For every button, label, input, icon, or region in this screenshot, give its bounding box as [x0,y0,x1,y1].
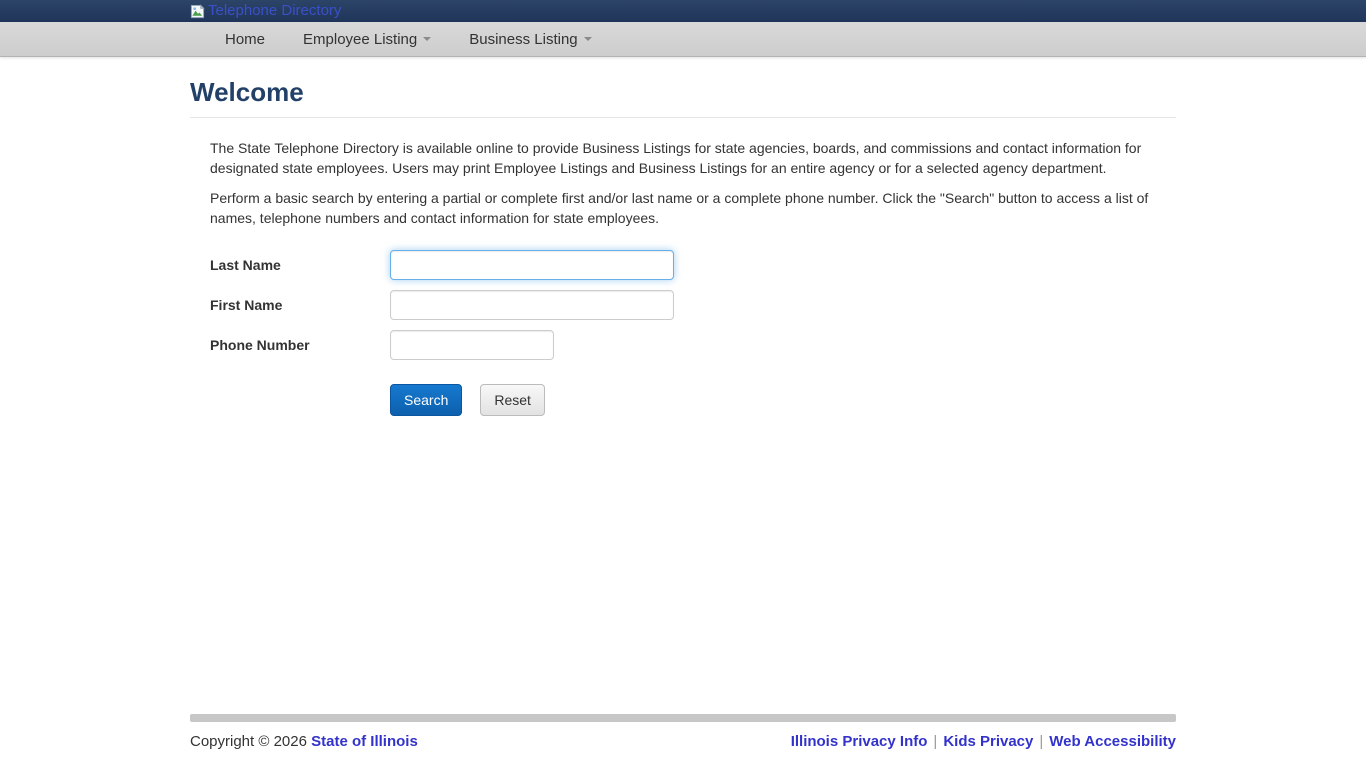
chevron-down-icon [584,37,592,41]
nav-item-business-listing-label: Business Listing [469,30,578,48]
form-row-first-name [210,290,1176,320]
kids-privacy-link[interactable]: Kids Privacy [943,733,1034,750]
reset-button[interactable]: Reset [480,384,545,416]
last-name-label: Last Name [210,257,281,273]
footer-separator: | [933,733,938,750]
nav-item-home[interactable] [210,22,280,56]
nav-item-employee-listing[interactable] [288,22,446,56]
main-content [0,57,1366,714]
last-name-input[interactable] [390,250,674,280]
form-row-phone-number [210,330,1176,360]
nav-item-home-label: Home [225,30,266,48]
nav-item-business-listing[interactable] [454,22,606,56]
intro-paragraph-1: The State Telephone Directory is available online to provide Business Listings for state agencies, boards, and commissions and contact information for designated state employees. Users may print Employee Listings and Business Listings for an entire agency or for a selected agency department. [210,140,1142,176]
form-row-last-name [210,250,1176,280]
phone-number-label: Phone Number [210,337,310,353]
phone-number-input[interactable] [390,330,554,360]
page-footer [0,714,1366,768]
footer-separator: | [1039,733,1044,750]
footer-divider [190,714,1176,722]
nav-item-employee-listing-label: Employee Listing [303,30,418,48]
first-name-label: First Name [210,297,283,313]
copyright-text: Copyright © 2026 State of Illinois [190,733,418,750]
employee-search-form [210,250,1176,416]
top-banner [0,0,1366,22]
page-title: Welcome [190,77,1176,118]
state-of-illinois-link[interactable]: State of Illinois [311,733,418,750]
main-navbar [0,22,1366,57]
broken-image-icon [190,4,205,19]
chevron-down-icon [423,37,431,41]
site-logo-alt-text: Telephone Directory [208,2,342,19]
site-logo-link[interactable] [190,0,341,22]
web-accessibility-link[interactable]: Web Accessibility [1049,733,1176,750]
first-name-input[interactable] [390,290,674,320]
illinois-privacy-info-link[interactable]: Illinois Privacy Info [790,733,928,750]
search-button[interactable]: Search [390,384,462,416]
intro-paragraph-2: Perform a basic search by entering a partial or complete first and/or last name or a complete phone number. Click the "Search" button to access a list of names, telephone numbers and contact information for state employees. [210,190,1149,226]
form-buttons [390,384,1176,416]
